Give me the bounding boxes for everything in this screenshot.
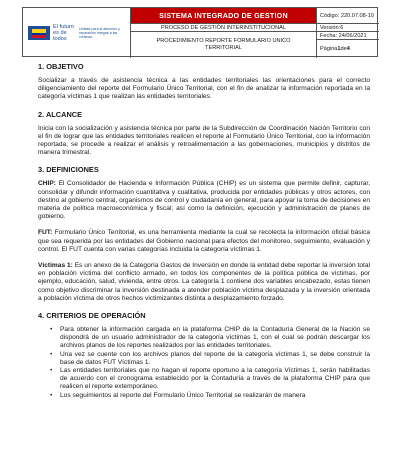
- term-victimas: Víctimas 1:: [38, 262, 73, 270]
- definition-chip-text: El Consolidador de Hacienda e Información Pública (CHIP) es un sistema que permite definir, capturar, consolidar y difundir información cuantitativa y cualitativa, producida por entidades públicas y otros actores, con destino al gobierno central, organismos de control y ciudadanía en general, para apoyar la toma de decisiones en materia de política macroeconómica y fiscal; así como la definición, ejecución y administración de planes de gobierno.: [38, 180, 370, 221]
- list-item: • Las entidades territoriales que no hagan el reporte oportuno a la categoría Víctimas 1, serán habilitadas de acuerdo con el cronograma establecido por la Contaduría a través de la plataforma CHIP para que realicen el reporte extemporáneo.: [60, 367, 370, 392]
- section-text-objetivo: Socializar a través de asistencia técnica a las entidades territoriales las orientaciones para el correcto diligenciamiento del reporte del Formulario Único Territorial, con el fin de analizar la información reportada en la categoría víctimas 1 que realizan las entidades territoriales.: [38, 77, 370, 101]
- section-title-alcance: 2. ALCANCE: [38, 109, 83, 119]
- header-logo: [23, 8, 131, 58]
- page-prefix: Página: [320, 46, 338, 52]
- list-item: • Para obtener la información cargada en la plataforma CHIP de la Contaduría General de la Nación se dispondrá de un usuario administrador de la categoría víctimas 1, con el cual se podrán descargar los archivos planos de los reportes realizados por las entidades territoriales.: [60, 326, 370, 351]
- list-item: • Una vez se cuente con los archivos planos del reporte de la categoría víctimas 1, se debe construir la base de datos FUT Víctimas 1.: [60, 351, 370, 367]
- document-version: Versión:6: [317, 24, 379, 32]
- document-date: Fecha: 24/06/2021: [317, 32, 379, 40]
- page-indicator: [317, 40, 379, 58]
- procedure-name: PROCEDIMIENTO REPORTE FORMULARIO UNICO TERRITORIAL: [131, 32, 317, 58]
- section-title-criterios: 4. CRITERIOS DE OPERACIÓN: [38, 311, 146, 321]
- page-number: 1: [337, 46, 341, 52]
- section-title-definiciones: 3. DEFINICIONES: [38, 165, 99, 175]
- document-code: Código: 220.07.08-10: [317, 8, 379, 24]
- definition-victimas: [38, 262, 370, 303]
- definition-chip: [38, 180, 370, 221]
- definition-victimas-text: Es un anexo de la Categoría Gastos de Inversión en donde la entidad debe reportar la inversión total en población víctima del conflicto armado, en todos los componentes de la política pública de víctimas, por ejemplo, educación, salud, vivienda, entre otros. La categoría 1 contiene dos variables encabezado, estas tienen como objetivo discriminar la inversión destinada a atender población víctima desplazada y la inversión orientada a población víctima de otros hechos victimizantes distinta a desplazamiento forzado.: [38, 262, 370, 302]
- document-header-table: [22, 7, 378, 57]
- definition-fut-text: Formulario Único Territorial, es una herramienta mediante la cual se recolecta la información oficial básica que sea requerida por las entidades del Gobierno nacional para efectos del monitoreo, seguimiento, evaluación y control. El FUT cuenta con varias categorías incluida la categoría víctimas 1.: [38, 229, 370, 253]
- criterios-list: [38, 326, 370, 400]
- logo-main-text: El futuro es de todos: [53, 24, 74, 42]
- section-title-objetivo: 1. OBJETIVO: [38, 62, 84, 71]
- term-chip: CHIP:: [38, 180, 56, 188]
- section-text-alcance: Inicia con la socialización y asistencia técnica por parte de la Subdirección de Coordinación Nación Territorio con el fin de lograr que las entidades territoriales realicen el reporte al Formulario Único Territorial, con la información reportada, se procede a realizar el análisis y retroalimentación a las gobernaciones, municipios y distritos de manera trimestral.: [38, 124, 370, 157]
- definition-fut: [38, 229, 370, 254]
- page-of: de: [340, 46, 347, 52]
- system-title: SISTEMA INTEGRADO DE GESTION: [131, 8, 317, 24]
- page-total: 4: [346, 46, 350, 52]
- document-body: [38, 62, 370, 400]
- colombia-flag-icon: [28, 26, 50, 40]
- term-fut: FUT:: [38, 229, 53, 237]
- list-item: • Los seguimientos al reporte del Formulario Único Territorial se realizarán de manera: [60, 392, 370, 400]
- logo-sub-text: Unidad para la atención y reparación integral a las víctimas: [79, 26, 120, 40]
- process-name: PROCESO DE GESTIÓN INTERINSTITUCIONAL: [131, 24, 317, 32]
